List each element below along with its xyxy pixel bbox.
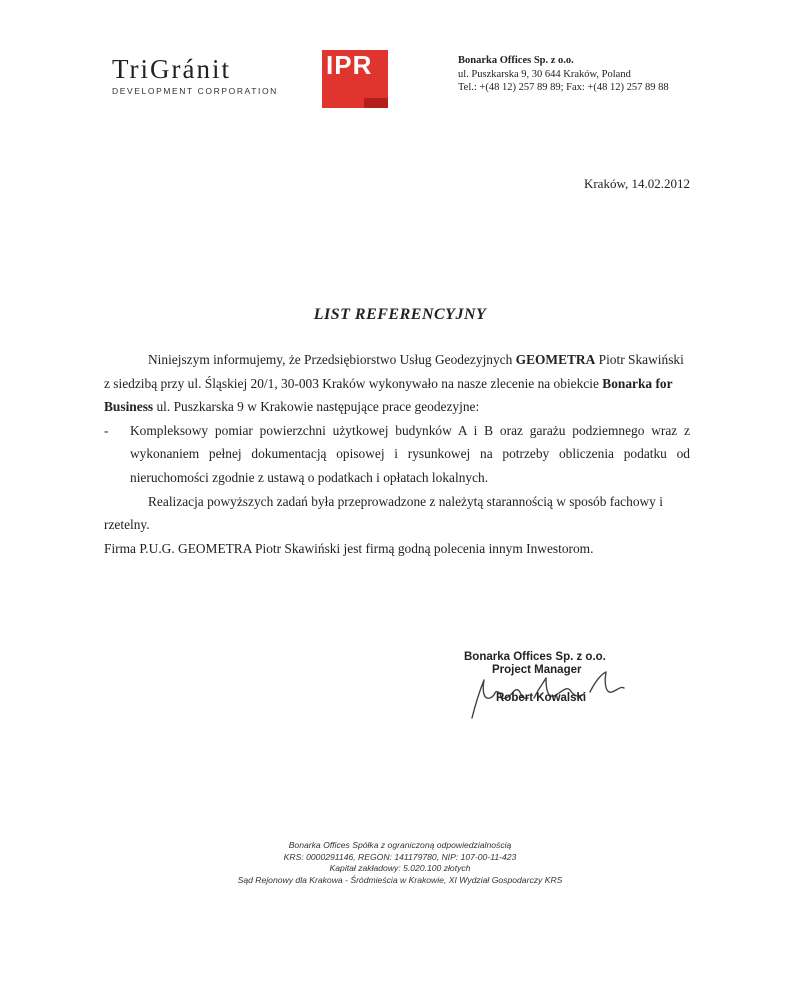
letter-date: Kraków, 14.02.2012	[583, 176, 690, 191]
ipr-logo-corner	[364, 98, 388, 108]
trigranit-logo-subtitle: DEVELOPMENT CORPORATION	[112, 86, 278, 96]
footer-line-3: Kapitał zakładowy: 5.020.100 złotych	[329, 863, 471, 874]
signature-name: Robert Kowalski	[496, 692, 587, 704]
signature-role: Project Manager	[492, 664, 582, 676]
sender-address	[458, 54, 669, 95]
body-p1-text-b: Piotr Skawiński z siedzibą przy ul. Śląskiej 20/1, 30-003 Kraków wykonywało na nasze zlecenie na obiekcie	[104, 352, 684, 391]
body-p1-text-c: ul. Puszkarska 9 w Krakowie następujące prace geodezyjne:	[153, 399, 480, 415]
letter-title: LIST REFERENCYJNY	[313, 306, 487, 323]
bullet-text: Kompleksowy pomiar powierzchni użytkowej budynków A i B oraz garażu podziemnego wraz z wykonaniem pełnej dokumentacją opisowej i rysunkowej na potrzeby obliczenia podatku od nieruchomości zgodnie z ustawą o podatkach i opłatach lokalnych.	[130, 422, 690, 485]
body-paragraph-1	[104, 348, 690, 419]
body-bullet	[104, 419, 690, 490]
sender-company: Bonarka Offices Sp. z o.o.	[458, 55, 574, 66]
footer-line-1: Bonarka Offices Spółka z ograniczoną odpowiedzialnością	[288, 840, 512, 850]
footer-line-4: Sąd Rejonowy dla Krakowa - Śródmieścia w Krakowie, XI Wydział Gospodarczy KRS	[237, 874, 563, 885]
letter-body	[104, 348, 690, 560]
body-p1-company: GEOMETRA	[515, 352, 596, 367]
body-paragraph-3: Firma P.U.G. GEOMETRA Piotr Skawiński jest firmą godną polecenia innym Inwestorom.	[104, 540, 594, 556]
body-p1-object: Bonarka for Business	[104, 375, 673, 415]
sender-phone-fax: Tel.: +(48 12) 257 89 89; Fax: +(48 12) 257 89 88	[458, 82, 669, 93]
letter-footer	[0, 840, 800, 886]
trigranit-logo	[112, 56, 292, 96]
signature-company: Bonarka Offices Sp. z o.o.	[464, 651, 606, 663]
body-paragraph-2: Realizacja powyższych zadań była przeprowadzone z należytą starannością w sposób fachowy i rzetelny.	[104, 493, 663, 533]
footer-line-2: KRS: 0000291146, REGON: 141179780, NIP: 107-00-11-423	[283, 851, 517, 862]
body-p1-text-a: Niniejszym informujemy, że Przedsiębiorstwo Usług Geodezyjnych	[148, 352, 516, 367]
ipr-logo	[322, 50, 388, 108]
sender-street: ul. Puszkarska 9, 30 644 Kraków, Poland	[458, 68, 631, 80]
ipr-logo-text: IPR	[326, 50, 373, 80]
bullet-dash: -	[104, 422, 109, 438]
trigranit-logo-name: TriGránit	[112, 54, 232, 84]
signature-block	[464, 651, 606, 705]
